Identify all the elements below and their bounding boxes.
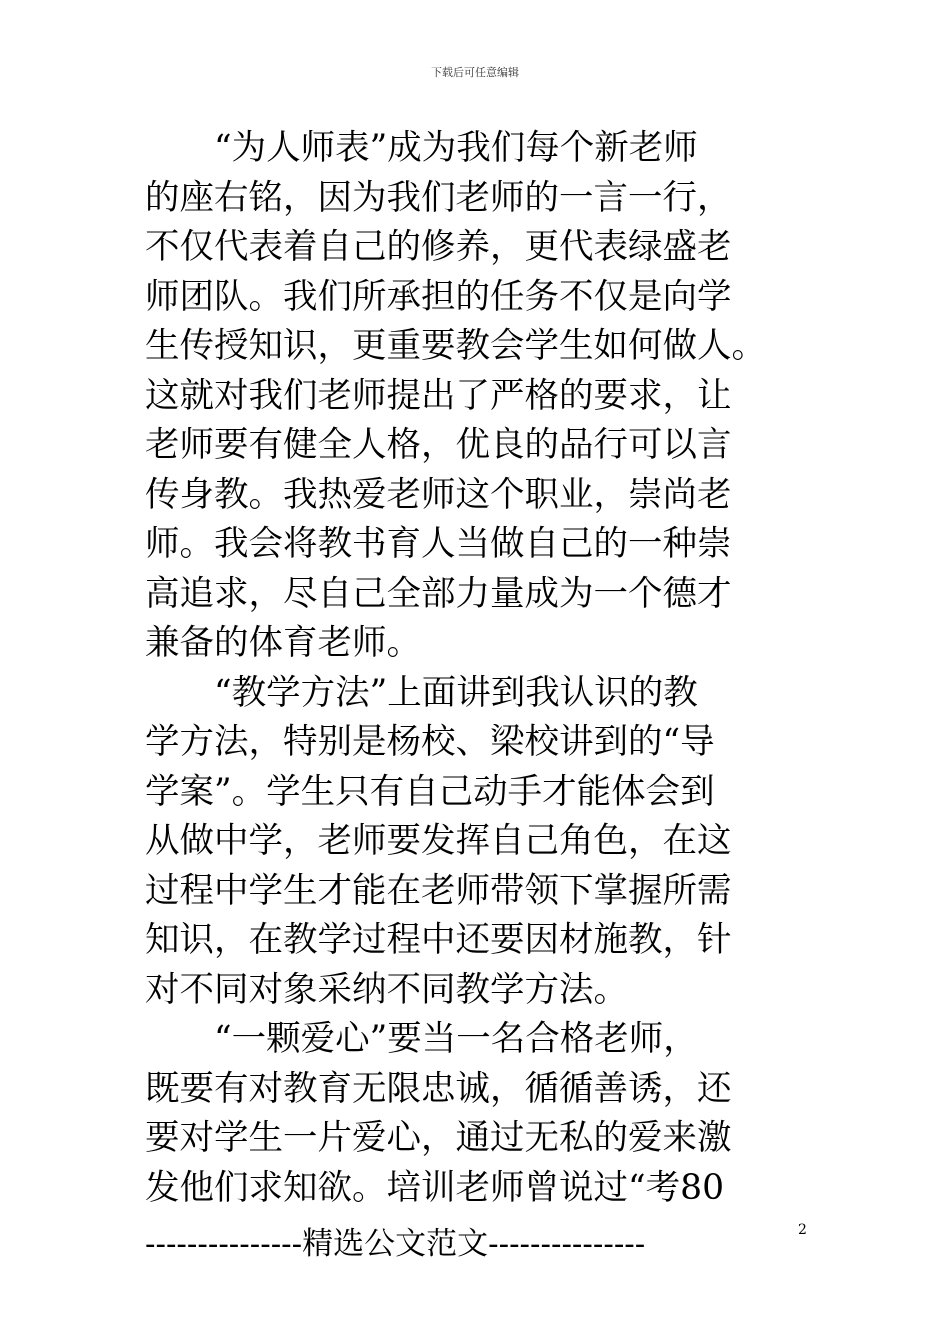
text-line: 发他们求知欲。培训老师曾说过“考80 <box>145 1167 725 1208</box>
text-line: 学方法，特别是杨校、梁校讲到的“导 <box>145 722 715 762</box>
page-header: 下载后可任意编辑 <box>431 66 519 79</box>
text-line: 老师要有健全人格，优良的品行可以言 <box>145 425 732 465</box>
page-number: 2 <box>798 1222 807 1238</box>
text-line: 学案”。学生只有自己动手才能体会到 <box>145 771 715 812</box>
text-line: “为人师表”成为我们每个新老师 <box>145 128 698 168</box>
text-line: “一颗爱心”要当一名合格老师， <box>145 1019 698 1059</box>
text-line: 知识，在教学过程中还要因材施教，针 <box>145 920 732 960</box>
text-line: 不仅代表着自己的修养，更代表绿盛老 <box>145 227 732 267</box>
text-line: 从做中学，老师要发挥自己角色，在这 <box>145 821 732 861</box>
page-footer: ---------------精选公文范文--------------- <box>145 1226 646 1262</box>
text-line: 这就对我们老师提出了严格的要求，让 <box>145 375 732 416</box>
text-line: 的座右铭，因为我们老师的一言一行， <box>145 177 732 218</box>
text-line: 兼备的体育老师。 <box>145 623 421 663</box>
text-line: 生传授知识，更重要教会学生如何做人。 <box>145 326 766 366</box>
text-line: “教学方法”上面讲到我认识的教 <box>145 672 698 713</box>
text-line: 既要有对教育无限忠诚，循循善诱，还 <box>145 1068 732 1109</box>
text-line: 高追求，尽自己全部力量成为一个德才 <box>145 573 732 614</box>
text-line: 传身教。我热爱老师这个职业，崇尚老 <box>145 474 732 515</box>
body-text <box>145 124 805 1213</box>
text-line: 师团队。我们所承担的任务不仅是向学 <box>145 276 732 317</box>
text-line: 师。我会将教书育人当做自己的一种崇 <box>145 524 732 564</box>
text-line: 过程中学生才能在老师带领下掌握所需 <box>145 870 732 911</box>
text-line: 对不同对象采纳不同教学方法。 <box>145 969 628 1010</box>
text-line: 要对学生一片爱心，通过无私的爱来激 <box>145 1118 732 1158</box>
